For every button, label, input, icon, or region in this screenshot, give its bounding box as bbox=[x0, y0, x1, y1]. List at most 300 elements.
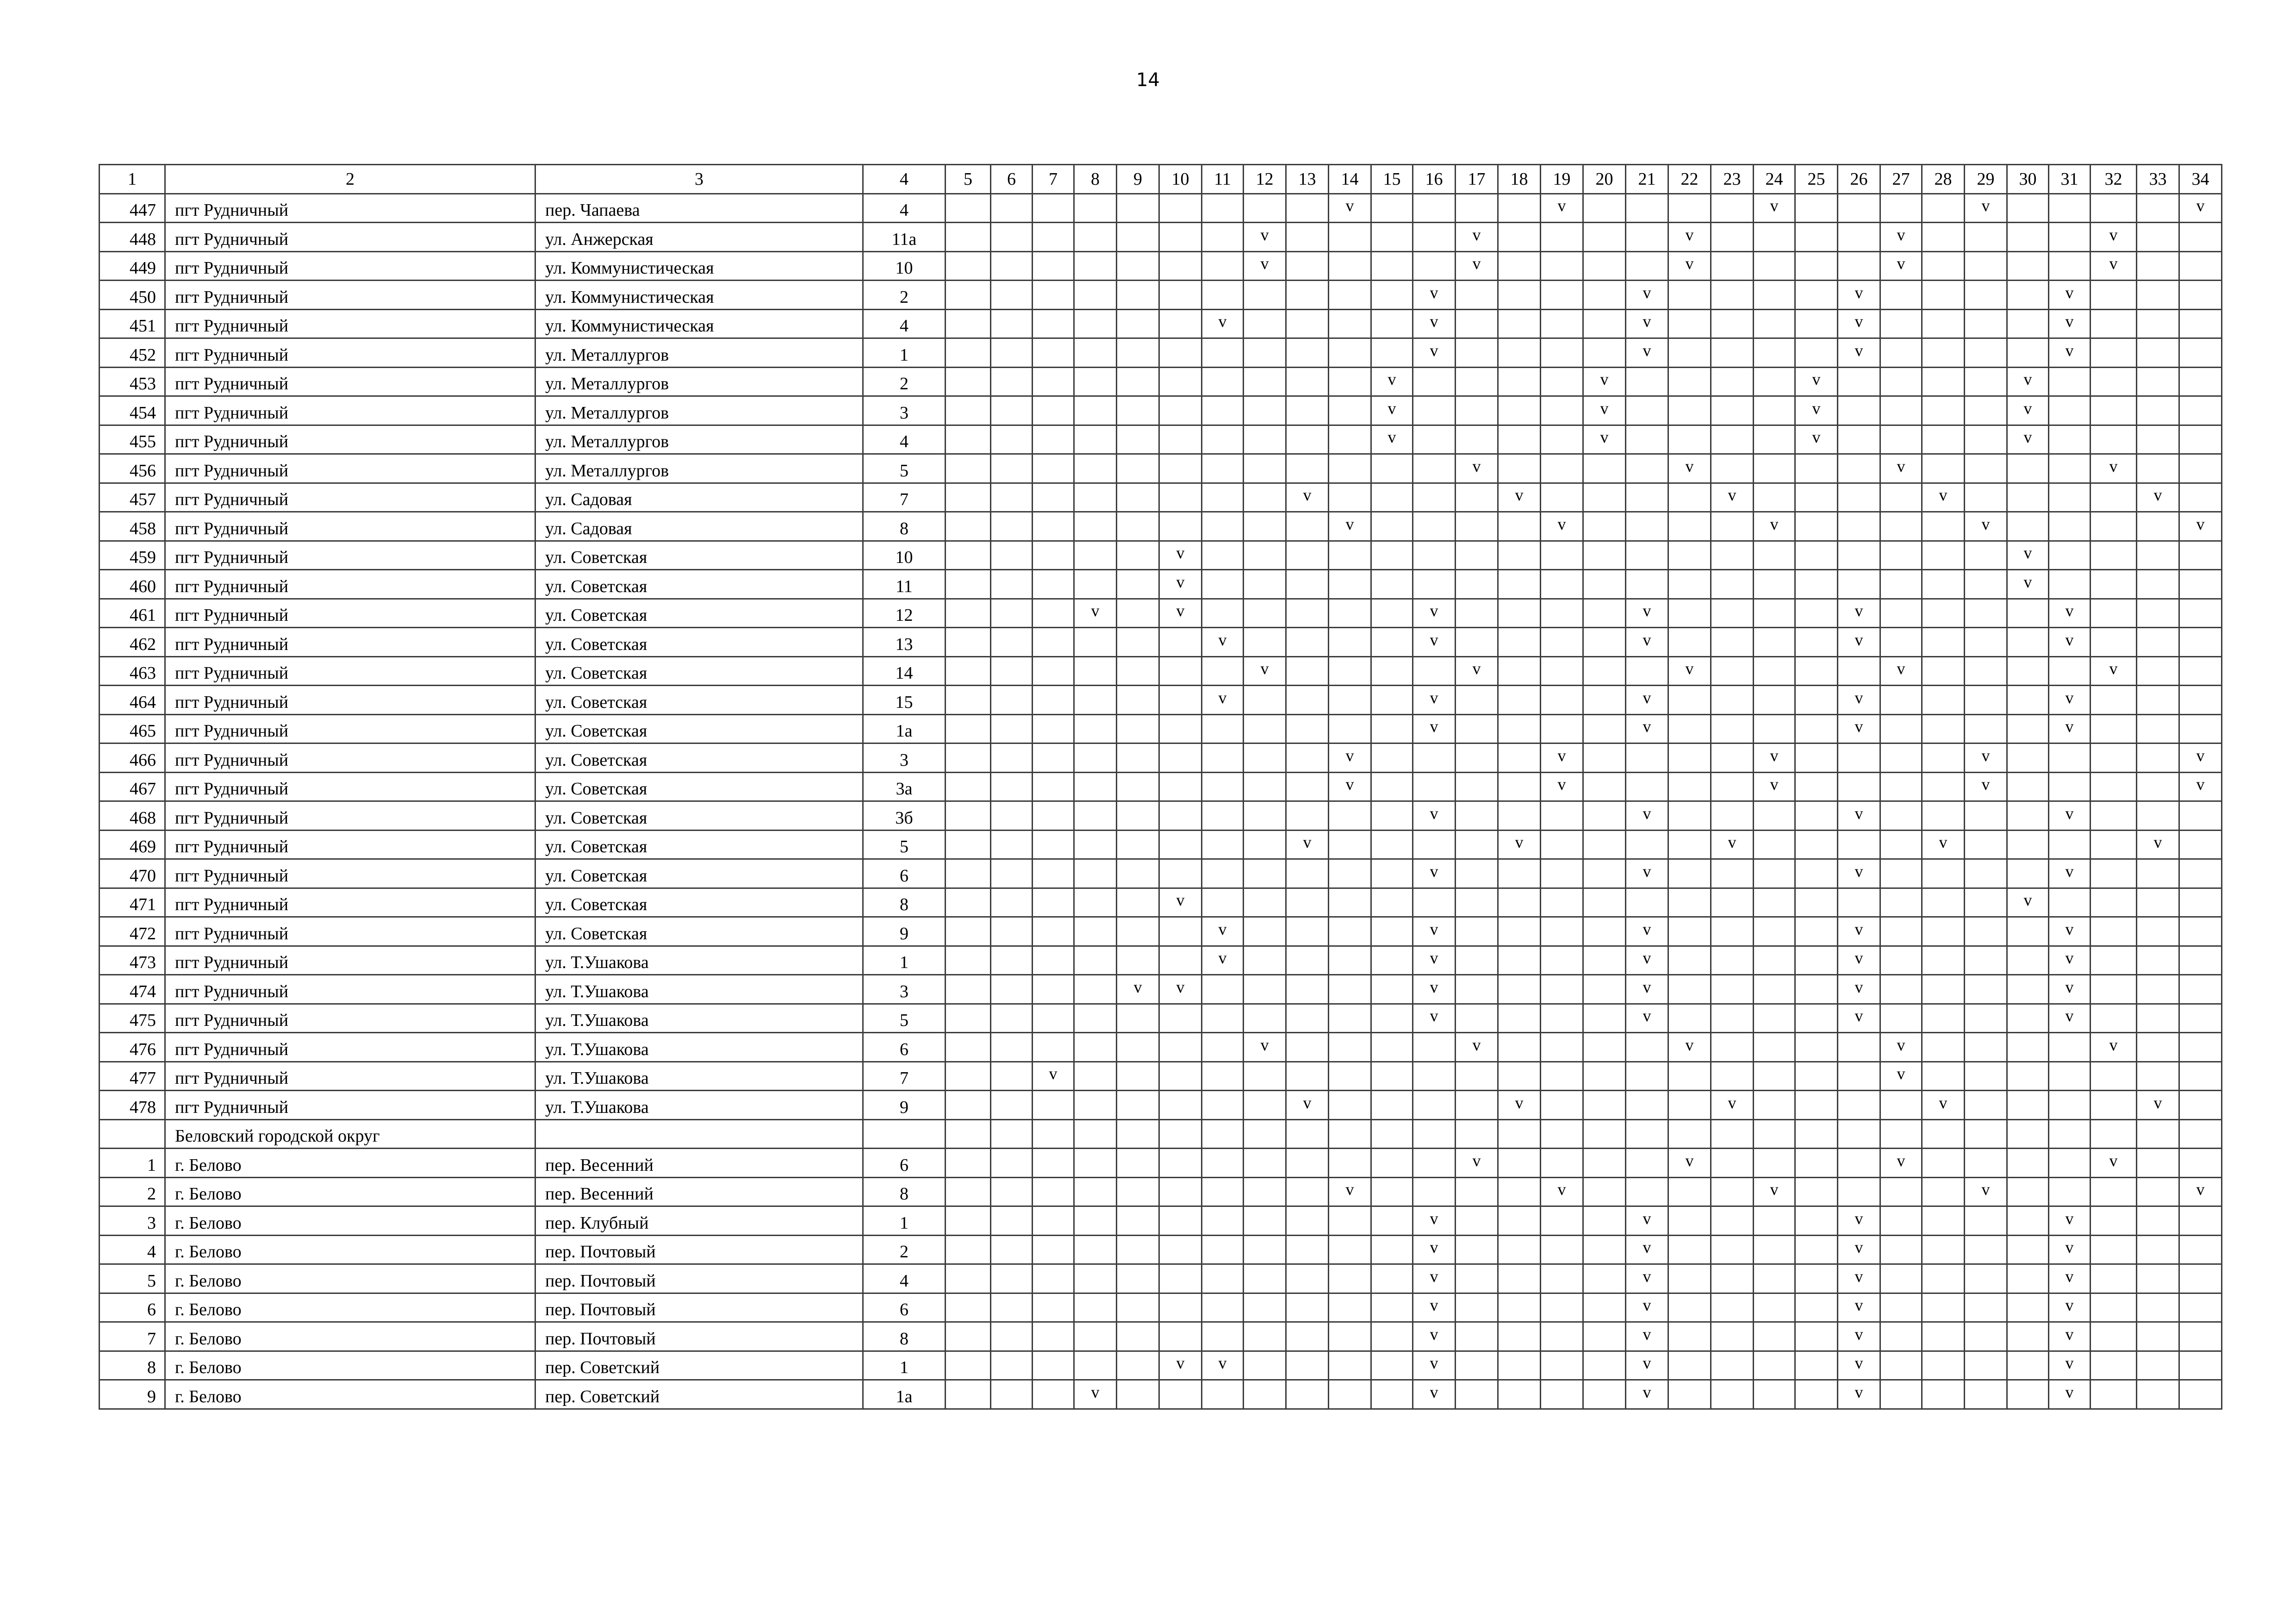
empty-cell bbox=[1329, 1380, 1371, 1409]
empty-cell bbox=[1159, 801, 1202, 831]
empty-cell bbox=[1456, 1119, 1498, 1149]
empty-cell bbox=[946, 888, 991, 917]
empty-cell bbox=[1838, 1033, 1880, 1062]
empty-cell bbox=[1074, 541, 1117, 570]
empty-cell bbox=[1033, 281, 1074, 310]
street-cell: пер. Почтовый bbox=[535, 1322, 863, 1351]
empty-cell bbox=[1754, 483, 1795, 512]
empty-cell bbox=[1202, 599, 1244, 628]
empty-cell bbox=[1754, 1380, 1795, 1409]
empty-cell bbox=[1074, 1235, 1117, 1264]
empty-cell bbox=[1074, 1264, 1117, 1293]
settlement-cell: пгт Рудничный bbox=[165, 628, 535, 657]
house-number-cell: 2 bbox=[863, 1235, 946, 1264]
empty-cell bbox=[1541, 1322, 1583, 1351]
empty-cell bbox=[2179, 830, 2222, 859]
empty-cell bbox=[1456, 483, 1498, 512]
empty-cell bbox=[991, 338, 1033, 368]
empty-cell bbox=[1626, 656, 1668, 686]
empty-cell bbox=[1711, 454, 1754, 483]
empty-cell bbox=[2007, 1062, 2049, 1091]
empty-cell bbox=[1922, 1062, 1965, 1091]
empty-cell bbox=[1074, 1033, 1117, 1062]
column-header-33: 33 bbox=[2137, 165, 2179, 194]
empty-cell bbox=[1754, 367, 1795, 396]
empty-cell bbox=[1074, 1293, 1117, 1322]
empty-cell bbox=[991, 1206, 1033, 1236]
mark-cell-col-26: v bbox=[1838, 309, 1880, 338]
empty-cell bbox=[2137, 1380, 2179, 1409]
empty-cell bbox=[1033, 1293, 1074, 1322]
mark-cell-col-21: v bbox=[1626, 1322, 1668, 1351]
empty-cell bbox=[1922, 1149, 1965, 1178]
empty-cell bbox=[1541, 975, 1583, 1004]
empty-cell bbox=[991, 656, 1033, 686]
empty-cell bbox=[2179, 1091, 2222, 1120]
empty-cell bbox=[1668, 714, 1711, 743]
mark-cell-col-16: v bbox=[1413, 338, 1456, 368]
empty-cell bbox=[1033, 1351, 1074, 1380]
mark-cell-col-26: v bbox=[1838, 1264, 1880, 1293]
mark-cell-col-26: v bbox=[1838, 1293, 1880, 1322]
empty-cell bbox=[1117, 628, 1159, 657]
empty-cell bbox=[946, 1351, 991, 1380]
settlement-cell: пгт Рудничный bbox=[165, 975, 535, 1004]
empty-cell bbox=[1117, 570, 1159, 599]
empty-cell bbox=[2091, 1235, 2137, 1264]
empty-cell bbox=[1413, 194, 1456, 223]
empty-cell bbox=[1286, 772, 1329, 801]
empty-cell bbox=[946, 194, 991, 223]
empty-cell bbox=[1329, 975, 1371, 1004]
empty-cell bbox=[1202, 338, 1244, 368]
mark-cell-col-16: v bbox=[1413, 599, 1456, 628]
row-number-cell: 4 bbox=[100, 1235, 165, 1264]
table-row bbox=[100, 1149, 2222, 1178]
empty-cell bbox=[1286, 309, 1329, 338]
house-number-cell: 1 bbox=[863, 946, 946, 975]
table-row bbox=[100, 1322, 2222, 1351]
settlement-cell: пгт Рудничный bbox=[165, 772, 535, 801]
mark-cell-col-27: v bbox=[1880, 1062, 1922, 1091]
empty-cell bbox=[1711, 223, 1754, 252]
empty-cell bbox=[1117, 1235, 1159, 1264]
empty-cell bbox=[1754, 714, 1795, 743]
empty-cell bbox=[1033, 338, 1074, 368]
settlement-cell: г. Белово bbox=[165, 1264, 535, 1293]
empty-cell bbox=[1583, 1004, 1626, 1033]
empty-cell bbox=[1922, 1119, 1965, 1149]
empty-cell bbox=[1795, 975, 1838, 1004]
empty-cell bbox=[1498, 1206, 1541, 1236]
empty-cell bbox=[1329, 801, 1371, 831]
empty-cell bbox=[1244, 628, 1286, 657]
empty-cell bbox=[1074, 888, 1117, 917]
empty-cell bbox=[1922, 917, 1965, 946]
empty-cell bbox=[1922, 599, 1965, 628]
empty-cell bbox=[991, 888, 1033, 917]
mark-cell-col-14: v bbox=[1329, 1177, 1371, 1206]
empty-cell bbox=[1838, 223, 1880, 252]
mark-cell-col-32: v bbox=[2091, 1149, 2137, 1178]
empty-cell bbox=[2179, 859, 2222, 888]
empty-cell bbox=[1880, 801, 1922, 831]
mark-cell-col-30: v bbox=[2007, 888, 2049, 917]
empty-cell bbox=[1033, 1322, 1074, 1351]
empty-cell bbox=[1711, 281, 1754, 310]
settlement-cell: пгт Рудничный bbox=[165, 570, 535, 599]
empty-cell bbox=[1202, 1380, 1244, 1409]
mark-cell-col-21: v bbox=[1626, 628, 1668, 657]
settlement-cell: пгт Рудничный bbox=[165, 830, 535, 859]
empty-cell bbox=[2091, 1380, 2137, 1409]
empty-cell bbox=[1202, 367, 1244, 396]
empty-cell bbox=[1371, 483, 1413, 512]
empty-cell bbox=[991, 570, 1033, 599]
mark-cell-col-22: v bbox=[1668, 1149, 1711, 1178]
empty-cell bbox=[1583, 946, 1626, 975]
empty-cell bbox=[1626, 888, 1668, 917]
empty-cell bbox=[1033, 1004, 1074, 1033]
settlement-cell: пгт Рудничный bbox=[165, 281, 535, 310]
settlement-cell: пгт Рудничный bbox=[165, 194, 535, 223]
empty-cell bbox=[1880, 686, 1922, 715]
empty-cell bbox=[1286, 396, 1329, 425]
empty-cell bbox=[946, 917, 991, 946]
empty-cell bbox=[2137, 1004, 2179, 1033]
empty-cell bbox=[2049, 1033, 2091, 1062]
empty-cell bbox=[1583, 714, 1626, 743]
empty-cell bbox=[1838, 251, 1880, 281]
empty-cell bbox=[2179, 483, 2222, 512]
empty-cell bbox=[1033, 309, 1074, 338]
empty-cell bbox=[1711, 975, 1754, 1004]
street-cell: ул. Советская bbox=[535, 686, 863, 715]
empty-cell bbox=[946, 570, 991, 599]
row-number-cell: 464 bbox=[100, 686, 165, 715]
empty-cell bbox=[1371, 251, 1413, 281]
empty-cell bbox=[1583, 338, 1626, 368]
empty-cell bbox=[1668, 1177, 1711, 1206]
house-number-cell: 3б bbox=[863, 801, 946, 831]
empty-cell bbox=[1795, 772, 1838, 801]
empty-cell bbox=[1795, 454, 1838, 483]
empty-cell bbox=[1880, 425, 1922, 454]
empty-cell bbox=[1202, 223, 1244, 252]
empty-cell bbox=[2179, 425, 2222, 454]
empty-cell bbox=[1626, 1119, 1668, 1149]
empty-cell bbox=[2179, 223, 2222, 252]
empty-cell bbox=[1244, 1004, 1286, 1033]
empty-cell bbox=[1498, 1380, 1541, 1409]
empty-cell bbox=[1033, 1091, 1074, 1120]
empty-cell bbox=[1074, 396, 1117, 425]
mark-cell-col-16: v bbox=[1413, 917, 1456, 946]
empty-cell bbox=[1922, 801, 1965, 831]
empty-cell bbox=[2137, 1062, 2179, 1091]
empty-cell bbox=[1668, 281, 1711, 310]
empty-cell bbox=[1541, 541, 1583, 570]
mark-cell-col-17: v bbox=[1456, 223, 1498, 252]
empty-cell bbox=[1371, 772, 1413, 801]
empty-cell bbox=[991, 1004, 1033, 1033]
empty-cell bbox=[1541, 1119, 1583, 1149]
street-cell: ул. Садовая bbox=[535, 483, 863, 512]
settlement-cell: Беловский городской округ bbox=[165, 1119, 535, 1149]
empty-cell bbox=[1371, 309, 1413, 338]
empty-cell bbox=[1626, 425, 1668, 454]
empty-cell bbox=[991, 223, 1033, 252]
empty-cell bbox=[1711, 1206, 1754, 1236]
row-number-cell: 462 bbox=[100, 628, 165, 657]
empty-cell bbox=[1922, 859, 1965, 888]
empty-cell bbox=[1922, 743, 1965, 773]
empty-cell bbox=[2179, 975, 2222, 1004]
empty-cell bbox=[1456, 917, 1498, 946]
empty-cell bbox=[1244, 1119, 1286, 1149]
empty-cell bbox=[1074, 686, 1117, 715]
mark-cell-col-23: v bbox=[1711, 830, 1754, 859]
empty-cell bbox=[1413, 454, 1456, 483]
column-header-11: 11 bbox=[1202, 165, 1244, 194]
settlement-cell: г. Белово bbox=[165, 1322, 535, 1351]
empty-cell bbox=[1754, 396, 1795, 425]
empty-cell bbox=[1838, 1119, 1880, 1149]
mark-cell-col-21: v bbox=[1626, 1206, 1668, 1236]
row-number-cell: 448 bbox=[100, 223, 165, 252]
table-row bbox=[100, 859, 2222, 888]
empty-cell bbox=[1795, 859, 1838, 888]
empty-cell bbox=[1880, 367, 1922, 396]
table-row bbox=[100, 367, 2222, 396]
mark-cell-col-28: v bbox=[1922, 483, 1965, 512]
empty-cell bbox=[1202, 281, 1244, 310]
empty-cell bbox=[2179, 1235, 2222, 1264]
empty-cell bbox=[1965, 396, 2007, 425]
empty-cell bbox=[2049, 830, 2091, 859]
street-cell: ул. Садовая bbox=[535, 512, 863, 541]
empty-cell bbox=[1159, 281, 1202, 310]
empty-cell bbox=[1795, 801, 1838, 831]
empty-cell bbox=[1498, 1177, 1541, 1206]
column-header-1: 1 bbox=[100, 165, 165, 194]
empty-cell bbox=[1711, 1322, 1754, 1351]
empty-cell bbox=[1074, 425, 1117, 454]
empty-cell bbox=[2179, 714, 2222, 743]
empty-cell bbox=[1965, 1091, 2007, 1120]
empty-cell bbox=[1456, 1177, 1498, 1206]
empty-cell bbox=[1244, 888, 1286, 917]
empty-cell bbox=[1159, 1322, 1202, 1351]
mark-cell-col-18: v bbox=[1498, 483, 1541, 512]
mark-cell-col-31: v bbox=[2049, 599, 2091, 628]
empty-cell bbox=[1413, 830, 1456, 859]
empty-cell bbox=[1838, 1062, 1880, 1091]
column-header-25: 25 bbox=[1795, 165, 1838, 194]
column-header-24: 24 bbox=[1754, 165, 1795, 194]
empty-cell bbox=[946, 1119, 991, 1149]
mark-cell-col-12: v bbox=[1244, 656, 1286, 686]
settlement-cell: пгт Рудничный bbox=[165, 367, 535, 396]
empty-cell bbox=[1456, 888, 1498, 917]
mark-cell-col-26: v bbox=[1838, 1004, 1880, 1033]
empty-cell bbox=[2091, 686, 2137, 715]
empty-cell bbox=[1541, 830, 1583, 859]
empty-cell bbox=[1413, 251, 1456, 281]
empty-cell bbox=[1202, 1004, 1244, 1033]
empty-cell bbox=[2007, 656, 2049, 686]
empty-cell bbox=[2179, 1322, 2222, 1351]
mark-cell-col-15: v bbox=[1371, 425, 1413, 454]
row-number-cell: 470 bbox=[100, 859, 165, 888]
empty-cell bbox=[1033, 541, 1074, 570]
empty-cell bbox=[1838, 541, 1880, 570]
row-number-cell: 450 bbox=[100, 281, 165, 310]
empty-cell bbox=[1583, 1149, 1626, 1178]
empty-cell bbox=[1202, 1235, 1244, 1264]
settlement-cell: пгт Рудничный bbox=[165, 309, 535, 338]
settlement-cell: пгт Рудничный bbox=[165, 917, 535, 946]
settlement-cell: пгт Рудничный bbox=[165, 946, 535, 975]
empty-cell bbox=[1202, 888, 1244, 917]
empty-cell bbox=[1117, 888, 1159, 917]
mark-cell-col-16: v bbox=[1413, 1322, 1456, 1351]
empty-cell bbox=[2179, 1149, 2222, 1178]
street-cell: ул. Советская bbox=[535, 656, 863, 686]
empty-cell bbox=[1922, 367, 1965, 396]
empty-cell bbox=[991, 859, 1033, 888]
mark-cell-col-21: v bbox=[1626, 338, 1668, 368]
empty-cell bbox=[1711, 251, 1754, 281]
empty-cell bbox=[1117, 338, 1159, 368]
row-number-cell: 461 bbox=[100, 599, 165, 628]
empty-cell bbox=[946, 512, 991, 541]
empty-cell bbox=[1033, 512, 1074, 541]
empty-cell bbox=[2007, 772, 2049, 801]
empty-cell bbox=[1159, 1004, 1202, 1033]
empty-cell bbox=[2091, 743, 2137, 773]
empty-cell bbox=[1668, 1380, 1711, 1409]
mark-cell-col-16: v bbox=[1413, 859, 1456, 888]
empty-cell bbox=[1583, 483, 1626, 512]
empty-cell bbox=[1668, 1293, 1711, 1322]
empty-cell bbox=[1202, 1264, 1244, 1293]
empty-cell bbox=[991, 251, 1033, 281]
empty-cell bbox=[1838, 888, 1880, 917]
empty-cell bbox=[1329, 656, 1371, 686]
empty-cell bbox=[1244, 309, 1286, 338]
empty-cell bbox=[1668, 1235, 1711, 1264]
empty-cell bbox=[1371, 1033, 1413, 1062]
empty-cell bbox=[1626, 772, 1668, 801]
mark-cell-col-20: v bbox=[1583, 396, 1626, 425]
empty-cell bbox=[1371, 628, 1413, 657]
empty-cell bbox=[2049, 251, 2091, 281]
empty-cell bbox=[2091, 859, 2137, 888]
empty-cell bbox=[1754, 888, 1795, 917]
empty-cell bbox=[1711, 714, 1754, 743]
settlement-cell: г. Белово bbox=[165, 1149, 535, 1178]
empty-cell bbox=[2137, 1149, 2179, 1178]
empty-cell bbox=[1795, 1235, 1838, 1264]
empty-cell bbox=[1117, 541, 1159, 570]
empty-cell bbox=[1456, 946, 1498, 975]
empty-cell bbox=[1880, 975, 1922, 1004]
empty-cell bbox=[1922, 570, 1965, 599]
empty-cell bbox=[1244, 599, 1286, 628]
empty-cell bbox=[1711, 1119, 1754, 1149]
empty-cell bbox=[1244, 541, 1286, 570]
empty-cell bbox=[1371, 888, 1413, 917]
mark-cell-col-21: v bbox=[1626, 714, 1668, 743]
empty-cell bbox=[1202, 425, 1244, 454]
empty-cell bbox=[2137, 1177, 2179, 1206]
empty-cell bbox=[2007, 223, 2049, 252]
empty-cell bbox=[1074, 309, 1117, 338]
empty-cell bbox=[1922, 309, 1965, 338]
empty-cell bbox=[1286, 599, 1329, 628]
mark-cell-col-31: v bbox=[2049, 1004, 2091, 1033]
empty-cell bbox=[1117, 454, 1159, 483]
empty-cell bbox=[1711, 425, 1754, 454]
empty-cell bbox=[2137, 1206, 2179, 1236]
mark-cell-col-26: v bbox=[1838, 1351, 1880, 1380]
empty-cell bbox=[946, 425, 991, 454]
empty-cell bbox=[1795, 1322, 1838, 1351]
empty-cell bbox=[1498, 1264, 1541, 1293]
empty-cell bbox=[1456, 194, 1498, 223]
empty-cell bbox=[1498, 1004, 1541, 1033]
empty-cell bbox=[1286, 888, 1329, 917]
column-header-22: 22 bbox=[1668, 165, 1711, 194]
empty-cell bbox=[2007, 512, 2049, 541]
empty-cell bbox=[1413, 1033, 1456, 1062]
empty-cell bbox=[1795, 714, 1838, 743]
empty-cell bbox=[1880, 396, 1922, 425]
empty-cell bbox=[1754, 599, 1795, 628]
street-cell: ул. Советская bbox=[535, 541, 863, 570]
empty-cell bbox=[1033, 251, 1074, 281]
empty-cell bbox=[1329, 1004, 1371, 1033]
house-number-cell: 3а bbox=[863, 772, 946, 801]
empty-cell bbox=[1074, 917, 1117, 946]
empty-cell bbox=[1668, 541, 1711, 570]
empty-cell bbox=[2179, 656, 2222, 686]
empty-cell bbox=[1668, 1206, 1711, 1236]
empty-cell bbox=[2179, 541, 2222, 570]
row-number-cell: 477 bbox=[100, 1062, 165, 1091]
empty-cell bbox=[1244, 1091, 1286, 1120]
mark-cell-col-31: v bbox=[2049, 714, 2091, 743]
empty-cell bbox=[1371, 917, 1413, 946]
empty-cell bbox=[1880, 859, 1922, 888]
empty-cell bbox=[991, 1149, 1033, 1178]
empty-cell bbox=[1795, 1004, 1838, 1033]
empty-cell bbox=[1795, 1351, 1838, 1380]
empty-cell bbox=[1880, 714, 1922, 743]
empty-cell bbox=[2137, 1293, 2179, 1322]
table-row bbox=[100, 338, 2222, 368]
empty-cell bbox=[991, 425, 1033, 454]
mark-cell-col-33: v bbox=[2137, 1091, 2179, 1120]
empty-cell bbox=[2007, 1033, 2049, 1062]
empty-cell bbox=[1456, 628, 1498, 657]
empty-cell bbox=[2179, 281, 2222, 310]
mark-cell-col-16: v bbox=[1413, 801, 1456, 831]
empty-cell bbox=[946, 599, 991, 628]
empty-cell bbox=[1965, 917, 2007, 946]
table-row bbox=[100, 1351, 2222, 1380]
